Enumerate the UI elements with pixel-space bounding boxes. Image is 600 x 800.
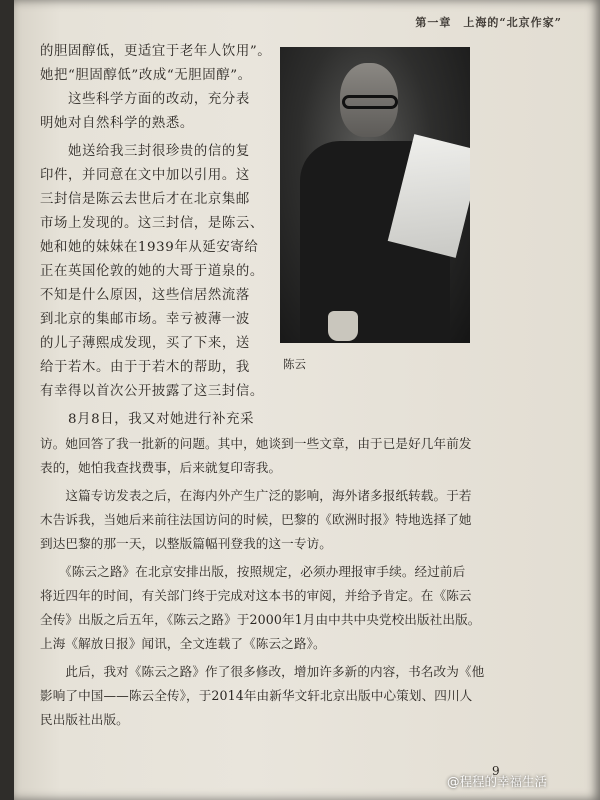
text-line: 给于若木。由于于若木的帮助，我 xyxy=(40,360,250,375)
text-line: 将近四年的时间，有关部门终于完成对这本书的审阅，并给予肯定。在《陈云 xyxy=(40,588,472,603)
text-line: 影响了中国——陈云全传》，于2014年由新华文轩北京出版中心策划、四川人 xyxy=(40,688,473,703)
photo-caption: 陈云 xyxy=(283,357,306,371)
text-line: 表的，她怕我查找费事，后来就复印寄我。 xyxy=(40,460,282,475)
text-line: 的儿子薄熙成发现，买了下来，送 xyxy=(40,336,250,351)
text-line: 到达巴黎的那一天，以整版篇幅刊登我的这一专访。 xyxy=(40,536,332,551)
text-line: 她送给我三封很珍贵的信的复 xyxy=(40,144,250,159)
text-line: 不知是什么原因，这些信居然流落 xyxy=(40,288,250,303)
watermark: @程程的幸福生活 xyxy=(447,774,548,789)
text-line: 明她对自然科学的熟悉。 xyxy=(40,116,194,131)
text-line: 全传》出版之后五年，《陈云之路》于2000年1月由中共中央党校出版社出版。 xyxy=(40,612,481,627)
text-line: 正在英国伦敦的她的大哥于道泉的。 xyxy=(40,264,264,279)
text-line: 这些科学方面的改动，充分表 xyxy=(40,92,250,107)
portrait-photo xyxy=(280,47,470,343)
text-line: 上海《解放日报》闻讯，全文连载了《陈云之路》。 xyxy=(40,636,326,651)
text-line: 她和她的妹妹在1939年从延安寄给 xyxy=(40,240,259,255)
text-line: 此后，我对《陈云之路》作了很多修改，增加许多新的内容，书名改为《他 xyxy=(40,664,485,679)
text-line: 市场上发现的。这三封信，是陈云、 xyxy=(40,216,264,231)
text-line: 这篇专访发表之后，在海内外产生广泛的影响，海外诸多报纸转载。于若 xyxy=(40,488,472,503)
text-line: 《陈云之路》在北京安排出版，按照规定，必须办理报审手续。经过前后 xyxy=(40,564,466,579)
text-line: 到北京的集邮市场。幸亏被薄一波 xyxy=(40,312,250,327)
page-number: 9 xyxy=(492,764,500,778)
text-line: 8月8日，我又对她进行补充采 xyxy=(40,412,255,427)
book-page xyxy=(14,0,600,800)
text-line: 有幸得以首次公开披露了这三封信。 xyxy=(40,384,264,399)
text-line: 三封信是陈云去世后才在北京集邮 xyxy=(40,192,250,207)
text-line: 她把“胆固醇低”改成“无胆固醇”。 xyxy=(40,68,252,83)
photo-glasses xyxy=(342,95,398,109)
text-line: 木告诉我，当她后来前往法国访问的时候，巴黎的《欧洲时报》特地选择了她 xyxy=(40,512,472,527)
text-line: 民出版社出版。 xyxy=(40,712,129,727)
text-line: 的胆固醇低，更适宜于老年人饮用”。 xyxy=(40,44,272,59)
text-line: 印件，并同意在文中加以引用。这 xyxy=(40,168,250,183)
text-line: 访。她回答了我一批新的问题。其中，她谈到一些文章，由于已是好几年前发 xyxy=(40,436,472,451)
running-header: 第一章 上海的“北京作家” xyxy=(415,16,562,29)
photo-tea-cup xyxy=(328,311,358,341)
